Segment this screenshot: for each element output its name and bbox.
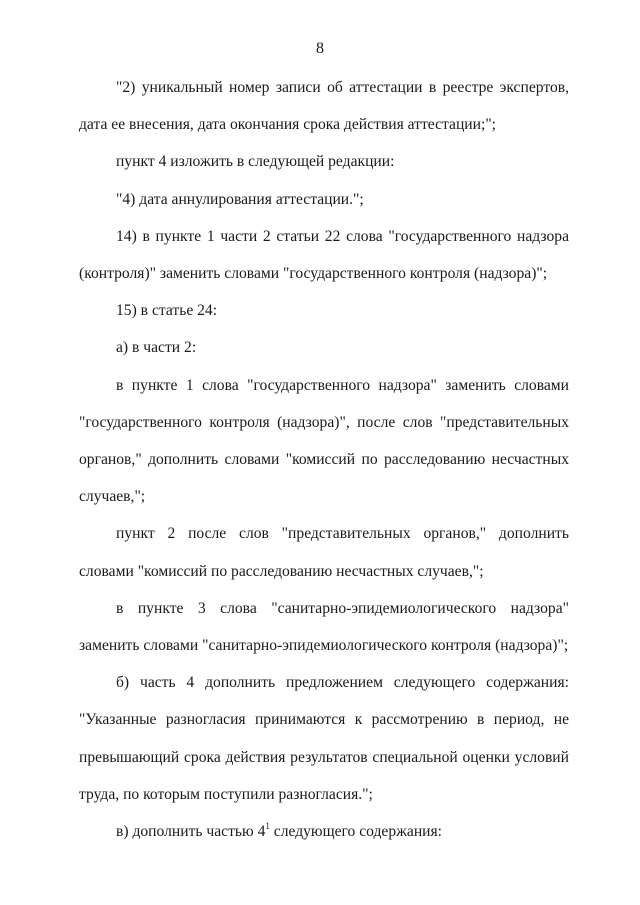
superscript-index: 1 — [265, 821, 270, 832]
paragraph-15-article-24: 15) в статье 24: — [116, 302, 218, 320]
document-body — [79, 69, 569, 850]
paragraph-c-text-after: следующего содержания: — [269, 823, 443, 841]
paragraph-item-2-attestation-record: "2) уникальный номер записи об аттестации в реестре экспертов, дата ее внесения, дата окончания срока действия аттестации;"; — [79, 79, 569, 134]
paragraph-point-2-changes: пункт 2 после слов "представительных органов," дополнить словами "комиссий по расследованию несчастных случаев,"; — [79, 525, 569, 580]
paragraph-c-text-before: в) дополнить частью 4 — [116, 823, 266, 841]
paragraph-point-3-changes: в пункте 3 слова "санитарно-эпидемиологического надзора" заменить словами "санитарно-эпидемиологического контроля (надзора)"; — [79, 599, 569, 655]
paragraph-b-part-4: б) часть 4 дополнить предложением следующего содержания: "Указанные разногласия принимаются к рассмотрению в период, не превышающий срока действия результатов специальной оценки условий труда, по которым поступили разногласия."; — [79, 674, 569, 803]
paragraph-item-4-cancellation-date: "4) дата аннулирования аттестации."; — [116, 190, 364, 208]
paragraph-point-1-changes: в пункте 1 слова "государственного надзора" заменить словами "государственного контроля (надзора)", после слов "представительных органов," дополнить словами "комиссий по расследованию несчастных случаев,"; — [79, 376, 569, 506]
paragraph-14-article-22: 14) в пункте 1 части 2 статьи 22 слова "государственного надзора (контроля)" заменить словами "государственного контроля (надзора)"; — [79, 227, 569, 283]
paragraph-c-part-4-1 — [79, 813, 569, 850]
page-number: 8 — [316, 40, 324, 57]
paragraph-point-4-edit: пункт 4 изложить в следующей редакции: — [116, 153, 395, 171]
paragraph-a-part-2: а) в части 2: — [116, 339, 197, 357]
